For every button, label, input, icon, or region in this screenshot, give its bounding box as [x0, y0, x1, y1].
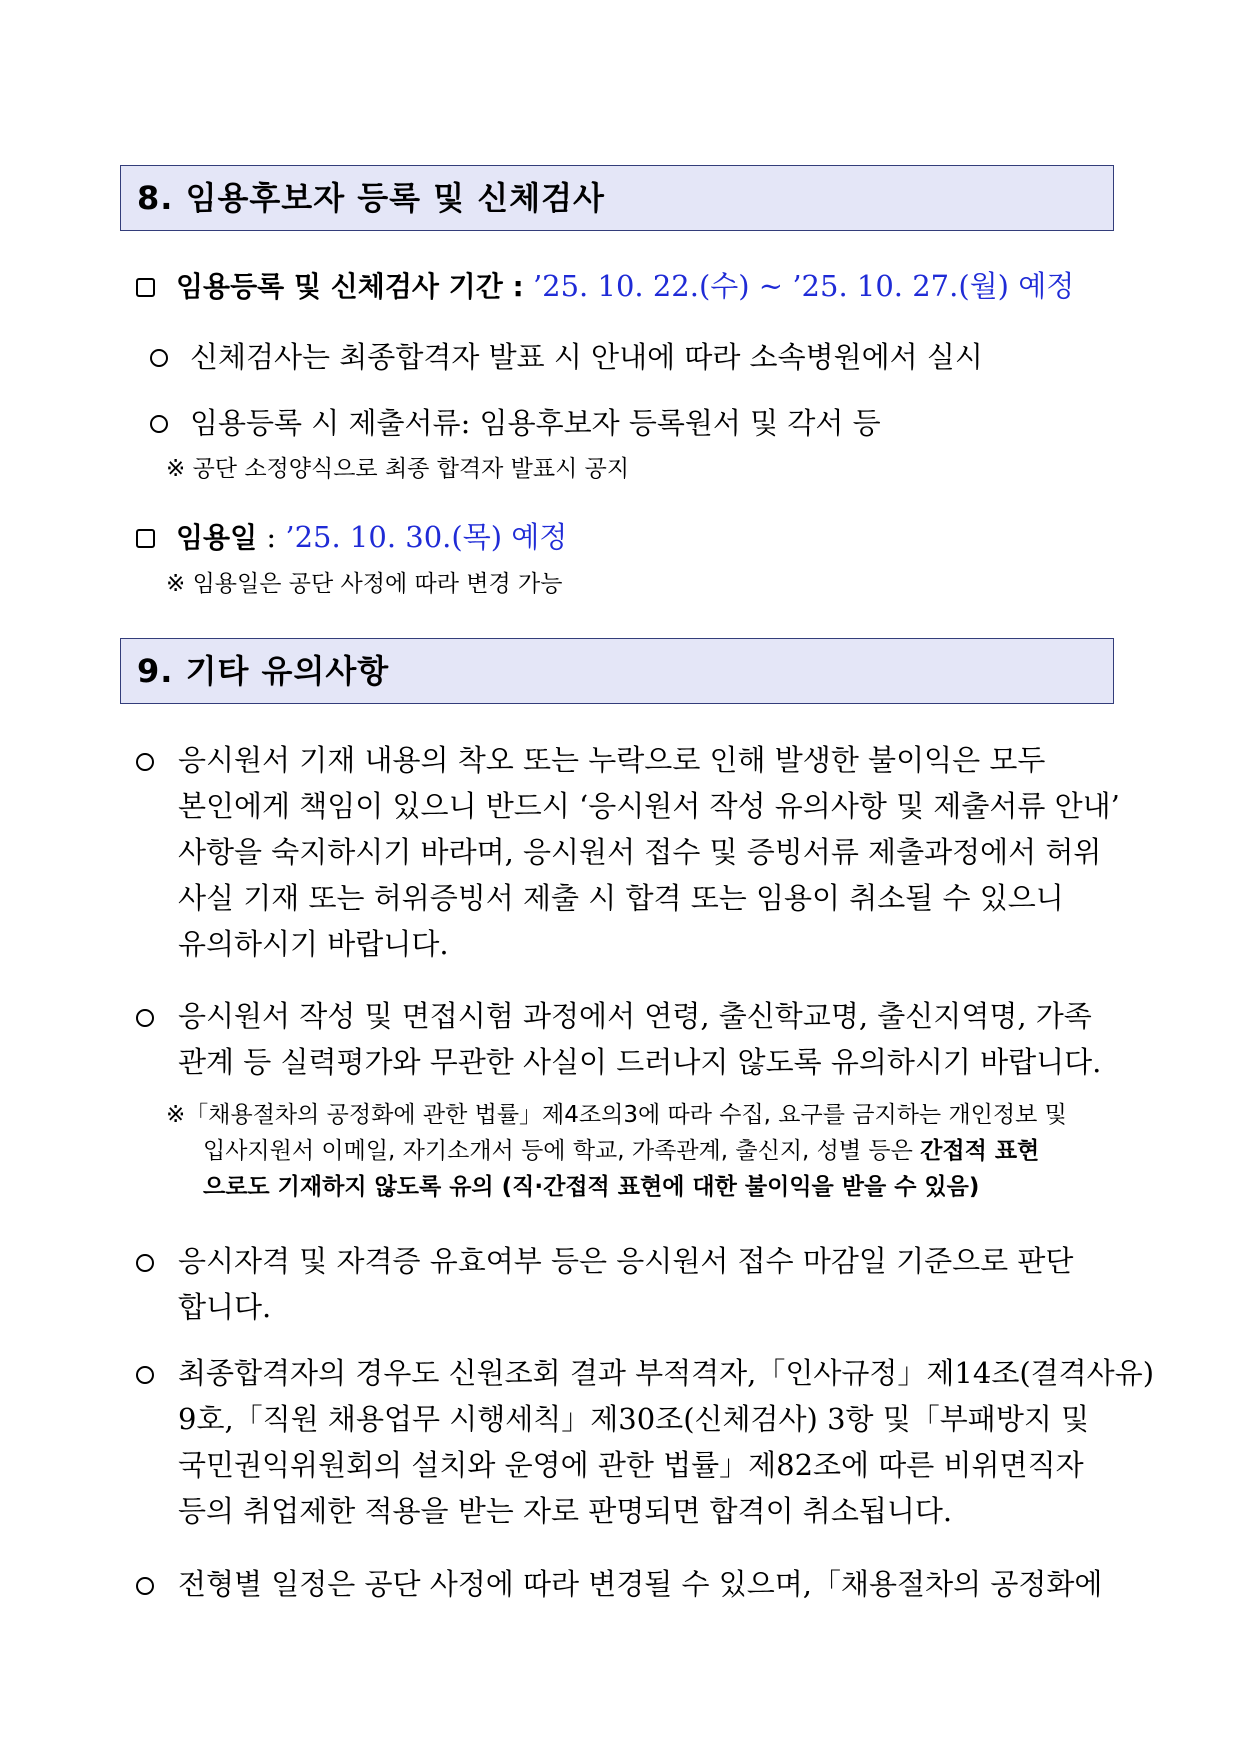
privacy-note-emphasis: 간접적 표현	[920, 1138, 1040, 1164]
privacy-note-text: 입사지원서 이메일, 자기소개서 등에 학교, 가족관계, 출신지, 성별 등은	[203, 1138, 921, 1164]
circle-bullet-icon	[136, 753, 154, 771]
privacy-note-line-3: 으로도 기재하지 않도록 유의 (직·간접적 표현에 대한 불이익을 받을 수 있음)	[203, 1174, 980, 1200]
paragraph-line: 국민권익위원회의 설치와 운영에 관한 법률」제82조에 따른 비위면직자	[178, 1448, 1084, 1482]
privacy-note-line-1: ※「채용절차의 공정화에 관한 법률」제4조의3에 따라 수집, 요구를 금지하는 개인정보 및	[166, 1102, 1067, 1128]
documents-note: ※ 공단 소정양식으로 최종 합격자 발표시 공지	[166, 456, 630, 482]
circle-bullet-icon	[136, 1366, 154, 1384]
circle-bullet-icon	[136, 1009, 154, 1027]
paragraph-line: 유의하시기 바랍니다.	[178, 927, 449, 961]
paragraph-line: 등의 취업제한 적용을 받는 자로 판명되면 합격이 취소됩니다.	[178, 1494, 953, 1528]
paragraph-line: 9호,「직원 채용업무 시행세칙」제30조(신체검사) 3항 및「부패방지 및	[178, 1402, 1090, 1436]
paragraph-line: 최종합격자의 경우도 신원조회 결과 부적격자,「인사규정」제14조(결격사유)	[178, 1356, 1155, 1390]
period-label: 임용등록 및 신체검사 기간 :	[176, 270, 524, 303]
appointment-label: 임용일	[176, 521, 258, 554]
section-8-header	[120, 165, 1114, 231]
circle-bullet-icon	[150, 415, 168, 433]
square-bullet-icon	[136, 278, 155, 297]
circle-bullet-icon	[136, 1577, 154, 1595]
paragraph-line: 응시자격 및 자격증 유효여부 등은 응시원서 접수 마감일 기준으로 판단	[178, 1244, 1074, 1278]
paragraph-line: 응시원서 기재 내용의 착오 또는 누락으로 인해 발생한 불이익은 모두	[178, 743, 1046, 777]
section-9-header	[120, 638, 1114, 704]
paragraph-line: 사실 기재 또는 허위증빙서 제출 시 합격 또는 임용이 취소될 수 있으니	[178, 881, 1064, 915]
documents-item: 임용등록 시 제출서류: 임용후보자 등록원서 및 각서 등	[190, 406, 881, 440]
paragraph-line: 본인에게 책임이 있으니 반드시 ‘응시원서 작성 유의사항 및 제출서류 안내’	[178, 789, 1120, 823]
section-9-title: 9. 기타 유의사항	[137, 652, 390, 690]
paragraph-line: 합니다.	[178, 1290, 272, 1324]
appointment-line	[176, 517, 567, 558]
caution-paragraph-5	[178, 1561, 1118, 1607]
square-bullet-icon	[136, 529, 155, 548]
caution-paragraph-1	[178, 737, 1118, 967]
appointment-value: ’25. 10. 30.(목) 예정	[285, 520, 568, 554]
caution-paragraph-2	[178, 993, 1118, 1085]
period-line	[176, 266, 1074, 307]
caution-paragraph-4	[178, 1350, 1155, 1534]
circle-bullet-icon	[136, 1254, 154, 1272]
appointment-note: ※ 임용일은 공단 사정에 따라 변경 가능	[166, 571, 563, 597]
circle-bullet-icon	[150, 349, 168, 367]
appointment-separator: :	[257, 520, 286, 554]
period-value: ’25. 10. 22.(수) ~ ’25. 10. 27.(월) 예정	[532, 269, 1075, 303]
paragraph-line: 사항을 숙지하시기 바라며, 응시원서 접수 및 증빙서류 제출과정에서 허위	[178, 835, 1102, 869]
physical-exam-item: 신체검사는 최종합격자 발표 시 안내에 따라 소속병원에서 실시	[190, 340, 983, 374]
paragraph-line: 응시원서 작성 및 면접시험 과정에서 연령, 출신학교명, 출신지역명, 가족	[178, 999, 1092, 1033]
caution-paragraph-3	[178, 1238, 1118, 1330]
paragraph-line: 전형별 일정은 공단 사정에 따라 변경될 수 있으며,「채용절차의 공정화에	[178, 1567, 1103, 1601]
section-8-title: 8. 임용후보자 등록 및 신체검사	[137, 179, 605, 217]
privacy-note-line-2	[203, 1134, 1039, 1168]
paragraph-line: 관계 등 실력평가와 무관한 사실이 드러나지 않도록 유의하시기 바랍니다.	[178, 1045, 1102, 1079]
